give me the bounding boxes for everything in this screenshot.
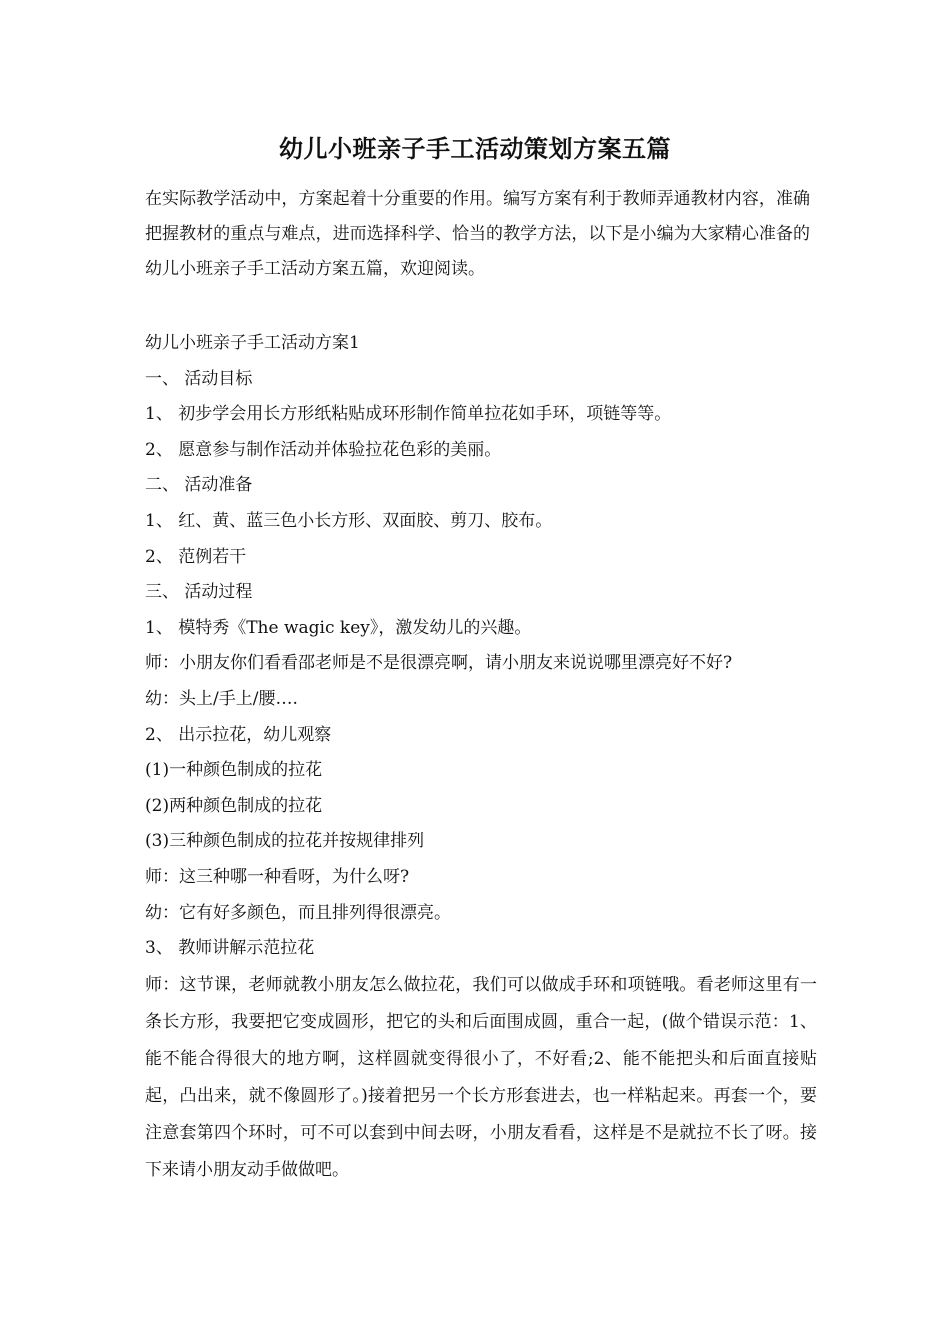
heading-goals: 一、 活动目标 bbox=[145, 368, 253, 389]
body-line: (2)两种颜色制成的拉花 bbox=[145, 795, 323, 816]
body-line: 1、 初步学会用长方形纸粘贴成环形制作简单拉花如手环，项链等等。 bbox=[145, 404, 672, 425]
body-line: (3)三种颜色制成的拉花并按规律排列 bbox=[145, 831, 425, 852]
body-line: 1、 模特秀《The wagic key》，激发幼儿的兴趣。 bbox=[145, 617, 532, 638]
body-line: 师：小朋友你们看看邵老师是不是很漂亮啊，请小朋友来说说哪里漂亮好不好? bbox=[145, 653, 733, 674]
intro-text: 在实际教学活动中，方案起着十分重要的作用。编写方案有利于教师弄通教材内容，准确把握教材的重点与难点，进而选择科学、恰当的教学方法，以下是小编为大家精心准备的幼儿小班亲子手工活动方案五篇，欢迎阅读。 bbox=[145, 189, 810, 279]
document-body bbox=[145, 326, 820, 1189]
intro-paragraph bbox=[145, 182, 810, 287]
body-line: 2、 范例若干 bbox=[145, 546, 247, 567]
section-heading: 幼儿小班亲子手工活动方案1 bbox=[145, 333, 360, 353]
body-line: 幼：它有好多颜色，而且排列得很漂亮。 bbox=[145, 902, 451, 923]
body-line: 幼：头上/手上/腰…. bbox=[145, 688, 298, 709]
final-paragraph: 师：这节课，老师就教小朋友怎么做拉花，我们可以做成手环和项链哦。看老师这里有一条长方形，我要把它变成圆形，把它的头和后面围成圆，重合一起，(做个错误示范：1、能不能合得很大的地方啊，这样圆就变得很小了，不好看;2、能不能把头和后面直接贴起，凸出来，就不像圆形了。)接着把另一个长方形套进去，也一样粘起来。再套一个，要注意套第四个环时，可不可以套到中间去呀，小朋友看看，这样是不是就拉不长了呀。接下来请小朋友动手做做吧。 bbox=[145, 974, 817, 1180]
body-line: 2、 出示拉花，幼儿观察 bbox=[145, 724, 332, 745]
heading-preparation: 二、 活动准备 bbox=[145, 475, 253, 496]
body-line: 1、 红、黄、蓝三色小长方形、双面胶、剪刀、胶布。 bbox=[145, 510, 553, 531]
body-line: 2、 愿意参与制作活动并体验拉花色彩的美丽。 bbox=[145, 439, 502, 460]
body-line: 3、 教师讲解示范拉花 bbox=[145, 938, 315, 959]
heading-process: 三、 活动过程 bbox=[145, 582, 253, 603]
body-line: (1)一种颜色制成的拉花 bbox=[145, 760, 323, 781]
body-line: 师：这三种哪一种看呀，为什么呀? bbox=[145, 866, 410, 887]
document-title: 幼儿小班亲子手工活动策划方案五篇 bbox=[279, 134, 671, 163]
